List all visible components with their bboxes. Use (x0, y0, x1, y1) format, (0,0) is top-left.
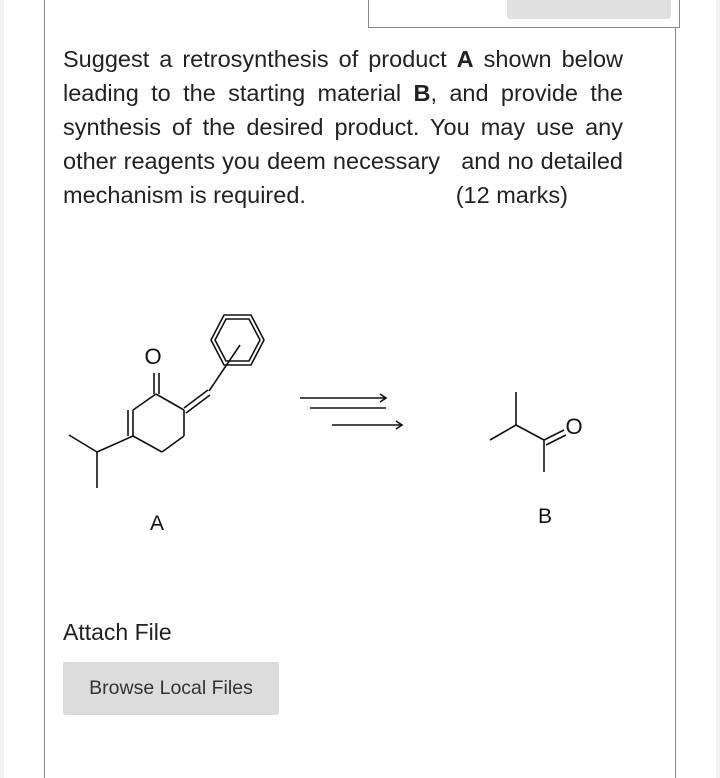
retro-arrow (300, 394, 402, 429)
question-line: synthesis of the desired product. You may use any (63, 114, 623, 140)
atom-o-b: O (565, 414, 583, 439)
question-text (63, 42, 623, 212)
browse-local-files-button[interactable]: Browse Local Files (63, 662, 279, 715)
atom-o-a: O (144, 344, 162, 369)
label-b: B (537, 505, 553, 528)
molecule-b-structure (490, 392, 566, 472)
label-a: A (149, 512, 165, 535)
question-line: other reagents you deem necessary and no detailed (63, 148, 623, 174)
reaction-scheme (44, 250, 676, 550)
right-gutter (716, 0, 720, 778)
top-toolbar-fragment (368, 0, 680, 28)
attach-file-label: Attach File (63, 619, 172, 645)
question-line: Suggest a retrosynthesis of product A shown below (63, 46, 623, 72)
molecule-a-structure (69, 315, 264, 488)
left-gutter (0, 0, 4, 778)
marks-text: (12 marks) (455, 182, 568, 208)
toolbar-button[interactable] (507, 0, 671, 19)
question-line: leading to the starting material B, and provide the (63, 80, 623, 106)
question-line: mechanism is required. (12 marks) (63, 178, 568, 212)
